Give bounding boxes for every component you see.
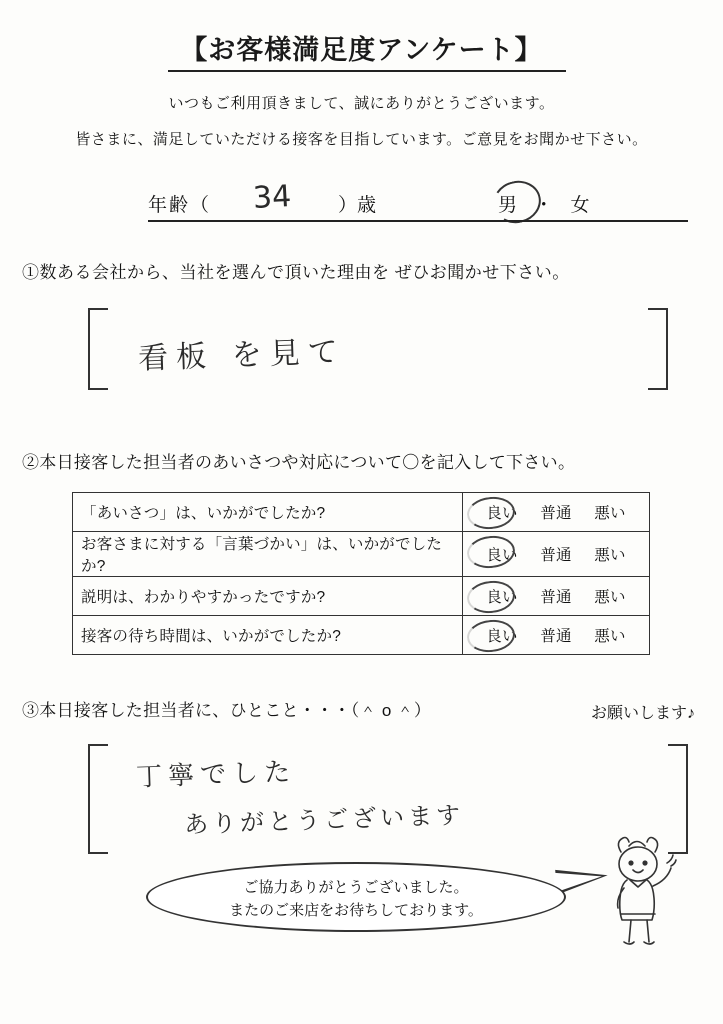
rating-row-options[interactable] [463,532,650,577]
option-bad[interactable]: 悪い [594,589,626,606]
title-underline [168,70,566,72]
table-row[interactable] [73,616,650,655]
age-value-handwritten: 34 [252,179,293,216]
question-3-handwritten-line-2: ありがとうございます [183,801,465,839]
option-normal[interactable]: 普通 [540,628,572,645]
rating-row-options[interactable] [463,493,650,532]
intro-line-2: 皆さまに、満足していただける接客を目指しています。ご意見をお聞かせ下さい。 [75,131,648,148]
footer-speech-bubble [146,862,566,932]
rating-row-options[interactable] [463,616,650,655]
table-row[interactable] [73,577,650,616]
table-row[interactable] [73,532,650,577]
question-1-answer-box[interactable] [88,308,668,390]
rating-row-options[interactable] [463,577,650,616]
option-normal[interactable]: 普通 [540,589,572,606]
respondent-underline [148,220,688,222]
option-good[interactable]: 良い [486,547,518,564]
rating-row-label: 「あいさつ」は、いかがでしたか? [73,493,463,532]
table-row[interactable] [73,493,650,532]
bracket-right [648,308,668,390]
mascot-illustration [583,830,703,970]
rating-row-label: 接客の待ち時間は、いかがでしたか? [73,616,463,655]
question-1-text: ①数ある会社から、当社を選んで頂いた理由を ぜひお聞かせ下さい。 [22,263,570,282]
question-3-text: ③本日接客した担当者に、ひとこと・・・（＾ o ＾） [22,701,432,720]
bracket-left [88,744,108,854]
page-title: 【お客様満足度アンケート】 [180,35,543,65]
footer-line-2: またのご来店をお待ちしております。 [229,901,483,919]
option-good[interactable]: 良い [486,589,518,606]
respondent-row [148,179,688,230]
question-3-side-note: お願いします♪ [590,705,695,722]
age-suffix: ）歳 [338,195,377,216]
option-normal[interactable]: 普通 [540,505,572,522]
question-1-handwritten-answer: 看板 を見て [137,334,347,377]
intro-line-1: いつもご利用頂きまして、誠にありがとうございます。 [168,95,555,112]
rating-table [72,492,650,655]
rating-row-label: 説明は、わかりやすかったですか? [73,577,463,616]
footer-line-1: ご協力ありがとうございました。 [243,879,469,896]
option-good[interactable]: 良い [486,505,518,522]
option-bad[interactable]: 悪い [594,505,626,522]
gender-options[interactable]: 男 ・ 女 [498,195,596,216]
rating-row-label: お客さまに対する「言葉づかい」は、いかがでしたか? [73,532,463,577]
option-bad[interactable]: 悪い [594,547,626,564]
bracket-left [88,308,108,390]
age-label: 年齢（ [148,195,212,216]
option-bad[interactable]: 悪い [594,628,626,645]
option-normal[interactable]: 普通 [540,547,572,564]
question-2-text: ②本日接客した担当者のあいさつや対応について〇を記入して下さい。 [22,453,576,472]
question-3-handwritten-line-1: 丁寧でした [135,757,297,793]
option-good[interactable]: 良い [486,628,518,645]
